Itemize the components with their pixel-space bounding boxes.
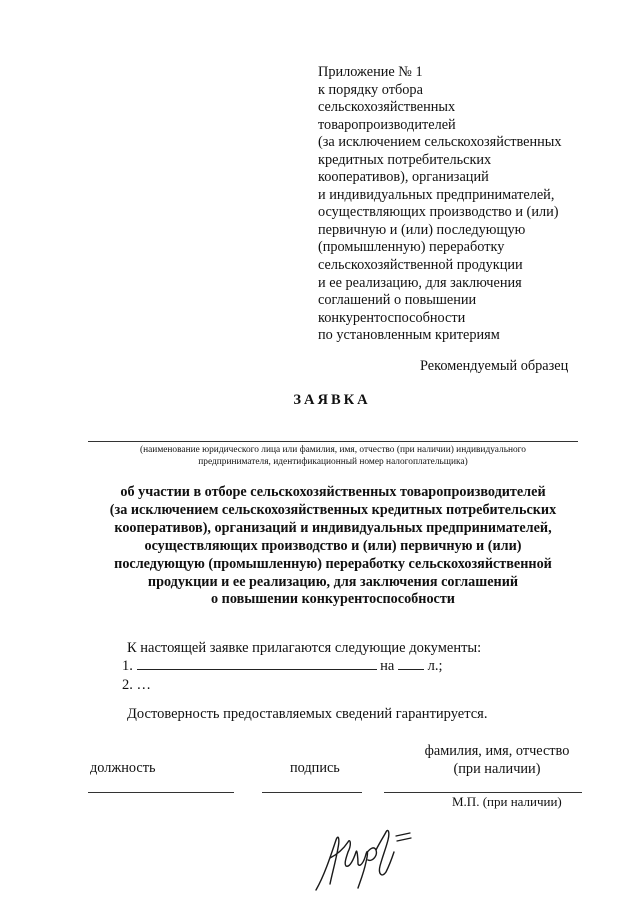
appendix-line: кредитных потребительских bbox=[318, 151, 492, 168]
appendix-line: и индивидуальных предпринимателей, bbox=[318, 186, 555, 203]
appendix-line: (за исключением сельскохозяйственных bbox=[318, 134, 562, 151]
document-title: ЗАЯВКА bbox=[293, 392, 371, 408]
subject-line: последующую (промышленную) переработку сельскохозяйственной bbox=[114, 555, 552, 572]
appendix-header bbox=[318, 64, 618, 345]
appendix-line: первичную и (или) последующую bbox=[318, 221, 526, 238]
appendix-line: (промышленную) переработку bbox=[318, 239, 505, 256]
appendix-line: к порядку отбора bbox=[318, 81, 423, 98]
stamp-label: М.П. (при наличии) bbox=[452, 794, 562, 809]
subject-line: кооперативов), организаций и индивидуальных предпринимателей, bbox=[114, 519, 552, 536]
appendix-line: кооперативов), организаций bbox=[318, 169, 489, 186]
document-sheets-field[interactable] bbox=[398, 657, 424, 670]
subject-line: продукции и ее реализацию, для заключения соглашений bbox=[147, 573, 519, 590]
document-item-2: 2. … bbox=[122, 677, 151, 693]
appendix-line: конкурентоспособности bbox=[318, 309, 466, 326]
document-sheets-label: л.; bbox=[427, 658, 443, 674]
document-on-label: на bbox=[380, 658, 395, 674]
subject-line: о повышении конкурентоспособности bbox=[211, 591, 455, 608]
attached-documents-intro: К настоящей заявке прилагаются следующие документы: bbox=[127, 640, 482, 656]
applicant-name-note bbox=[88, 444, 578, 468]
applicant-name-line[interactable] bbox=[88, 441, 578, 442]
document-item-1 bbox=[122, 657, 442, 675]
appendix-line: осуществляющих производство и (или) bbox=[318, 204, 559, 221]
position-label: должность bbox=[90, 760, 156, 776]
position-field[interactable] bbox=[88, 792, 234, 793]
subject-line: осуществляющих производство и (или) первичную и (или) bbox=[144, 537, 522, 554]
handwritten-signature bbox=[310, 818, 416, 898]
appendix-line: и ее реализацию, для заключения bbox=[318, 274, 522, 291]
appendix-line: сельскохозяйственной продукции bbox=[318, 257, 523, 274]
appendix-line: Приложение № 1 bbox=[318, 64, 423, 80]
document-item-number: 1. bbox=[122, 658, 133, 674]
fio-label bbox=[412, 742, 582, 778]
appendix-line: товаропроизводителей bbox=[318, 116, 456, 133]
document-name-field[interactable] bbox=[137, 657, 377, 670]
subject-line: (за исключением сельскохозяйственных кредитных потребительских bbox=[109, 501, 557, 518]
name-note-line: предпринимателя, идентификационный номер налогоплательщика) bbox=[198, 457, 468, 467]
signature-label: подпись bbox=[290, 760, 340, 776]
sample-label: Рекомендуемый образец bbox=[420, 358, 569, 374]
fio-field[interactable] bbox=[384, 792, 582, 793]
appendix-line: сельскохозяйственных bbox=[318, 99, 456, 116]
name-note-line: (наименование юридического лица или фамилия, имя, отчество (при наличии) индивидуального bbox=[140, 445, 526, 455]
subject-line: об участии в отборе сельскохозяйственных товаропроизводителей bbox=[120, 484, 546, 500]
application-subject bbox=[88, 484, 578, 609]
fio-label-line: (при наличии) bbox=[453, 761, 541, 777]
fio-label-line: фамилия, имя, отчество bbox=[424, 743, 570, 759]
signature-field[interactable] bbox=[262, 792, 362, 793]
appendix-line: по установленным критериям bbox=[318, 327, 500, 344]
appendix-line: соглашений о повышении bbox=[318, 292, 477, 309]
guarantee-statement: Достоверность предоставляемых сведений гарантируется. bbox=[127, 706, 488, 722]
